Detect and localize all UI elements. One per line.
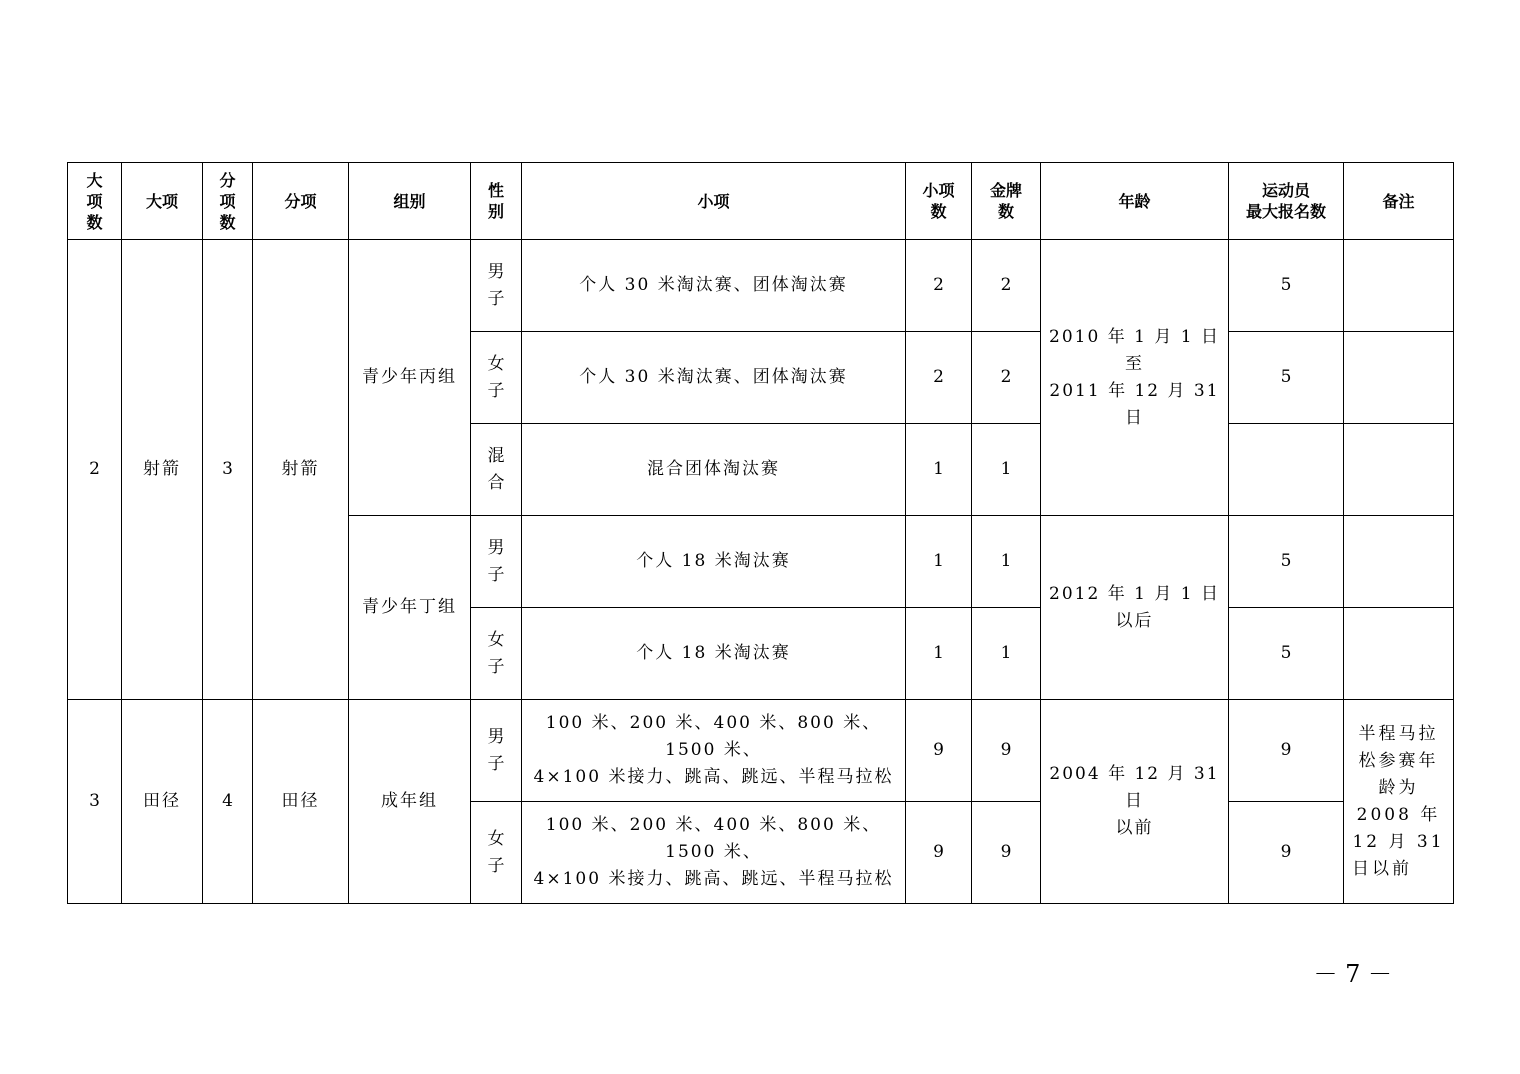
major-count-cell: 3: [68, 700, 122, 904]
note-cell: [1344, 608, 1454, 700]
max-entries-cell: 5: [1229, 516, 1344, 608]
max-entries-cell: [1229, 424, 1344, 516]
gold-count-cell: 1: [972, 424, 1041, 516]
header-major: 大项: [122, 163, 203, 240]
major-cell: 田径: [122, 700, 203, 904]
gender-cell: 混合: [471, 424, 522, 516]
age-cell: 2004 年 12 月 31 日 以前: [1041, 700, 1229, 904]
sub-cell: 田径: [253, 700, 349, 904]
max-entries-cell: 9: [1229, 700, 1344, 802]
group-cell: 成年组: [349, 700, 471, 904]
note-cell: [1344, 240, 1454, 332]
header-group: 组别: [349, 163, 471, 240]
events-cell: 个人 30 米淘汰赛、团体淘汰赛: [522, 332, 906, 424]
gender-cell: 男子: [471, 700, 522, 802]
header-events: 小项: [522, 163, 906, 240]
max-entries-cell: 5: [1229, 240, 1344, 332]
group-cell: 青少年丙组: [349, 240, 471, 516]
table-header-row: [68, 163, 1454, 240]
note-cell: [1344, 516, 1454, 608]
gender-cell: 女子: [471, 332, 522, 424]
event-count-cell: 1: [906, 516, 972, 608]
gender-cell: 男子: [471, 516, 522, 608]
events-cell: 个人 18 米淘汰赛: [522, 608, 906, 700]
header-major-count: 大项数: [68, 163, 122, 240]
gold-count-cell: 2: [972, 332, 1041, 424]
gender-cell: 女子: [471, 802, 522, 904]
gold-count-cell: 2: [972, 240, 1041, 332]
max-entries-cell: 5: [1229, 608, 1344, 700]
header-event-count: 小项数: [906, 163, 972, 240]
age-cell: 2012 年 1 月 1 日 以后: [1041, 516, 1229, 700]
header-note: 备注: [1344, 163, 1454, 240]
note-cell: 半程马拉松参赛年龄为 2008 年 12 月 31 日以前: [1344, 700, 1454, 904]
sub-cell: 射箭: [253, 240, 349, 700]
major-count-cell: 2: [68, 240, 122, 700]
event-count-cell: 1: [906, 608, 972, 700]
gender-cell: 男子: [471, 240, 522, 332]
header-gold-count: 金牌数: [972, 163, 1041, 240]
event-count-cell: 2: [906, 332, 972, 424]
gold-count-cell: 1: [972, 608, 1041, 700]
events-cell: 100 米、200 米、400 米、800 米、1500 米、 4×100 米接力、跳高、跳远、半程马拉松: [522, 802, 906, 904]
page-number: － 7 －: [1313, 960, 1392, 988]
group-cell: 青少年丁组: [349, 516, 471, 700]
event-count-cell: 2: [906, 240, 972, 332]
major-cell: 射箭: [122, 240, 203, 700]
header-max-entries: 运动员 最大报名数: [1229, 163, 1344, 240]
gold-count-cell: 9: [972, 802, 1041, 904]
max-entries-cell: 9: [1229, 802, 1344, 904]
events-cell: 个人 30 米淘汰赛、团体淘汰赛: [522, 240, 906, 332]
sub-count-cell: 3: [203, 240, 253, 700]
event-count-cell: 9: [906, 700, 972, 802]
sub-count-cell: 4: [203, 700, 253, 904]
header-sub-count: 分项数: [203, 163, 253, 240]
note-cell: [1344, 332, 1454, 424]
age-cell: 2010 年 1 月 1 日至 2011 年 12 月 31 日: [1041, 240, 1229, 516]
event-schedule-table: [67, 162, 1454, 904]
header-age: 年龄: [1041, 163, 1229, 240]
header-gender: 性别: [471, 163, 522, 240]
table-row: [68, 700, 1454, 802]
note-cell: [1344, 424, 1454, 516]
events-cell: 个人 18 米淘汰赛: [522, 516, 906, 608]
events-cell: 混合团体淘汰赛: [522, 424, 906, 516]
events-cell: 100 米、200 米、400 米、800 米、1500 米、 4×100 米接力、跳高、跳远、半程马拉松: [522, 700, 906, 802]
max-entries-cell: 5: [1229, 332, 1344, 424]
table-row: [68, 240, 1454, 332]
event-count-cell: 1: [906, 424, 972, 516]
event-count-cell: 9: [906, 802, 972, 904]
gold-count-cell: 9: [972, 700, 1041, 802]
header-sub: 分项: [253, 163, 349, 240]
gold-count-cell: 1: [972, 516, 1041, 608]
gender-cell: 女子: [471, 608, 522, 700]
